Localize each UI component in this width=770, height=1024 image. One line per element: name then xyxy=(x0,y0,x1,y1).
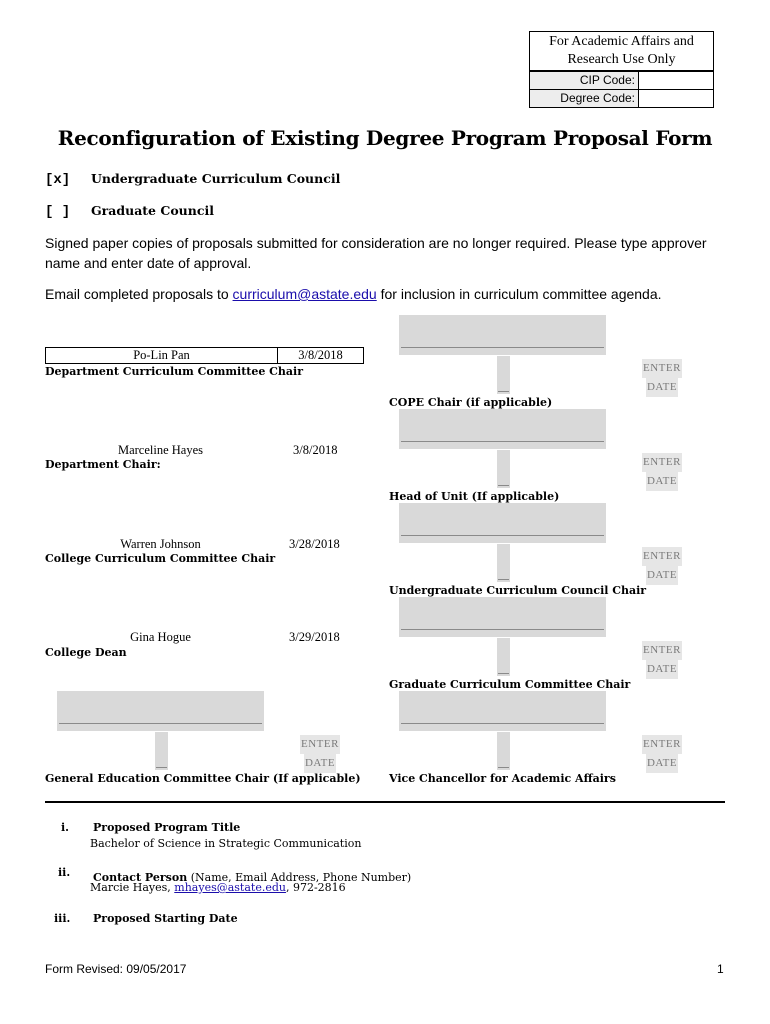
instructions-text: Signed paper copies of proposals submitted for consideration are no longer required. Please type approver name and enter date of approval. xyxy=(45,235,707,271)
enter-date-line1: ENTER xyxy=(642,453,682,472)
approval-date[interactable]: 3/29/2018 xyxy=(289,630,340,644)
signature-field[interactable] xyxy=(399,409,606,449)
cip-code-row xyxy=(530,71,713,89)
role-college-dean: College Dean xyxy=(45,646,127,659)
role-cope-chair: COPE Chair (if applicable) xyxy=(389,396,553,409)
approver-name[interactable]: Marceline Hayes xyxy=(117,443,204,457)
enter-date-line1: ENTER xyxy=(300,735,340,754)
role-head-of-unit: Head of Unit (If applicable) xyxy=(389,490,560,503)
signature-field[interactable] xyxy=(399,503,606,543)
signature-date-field[interactable] xyxy=(497,450,510,488)
contact-title: Contact Person xyxy=(93,871,188,884)
cip-code-label: CIP Code: xyxy=(530,72,639,89)
enter-date-placeholder[interactable] xyxy=(300,735,340,773)
enter-date-line2: DATE xyxy=(646,566,678,585)
cip-code-field[interactable] xyxy=(639,72,713,89)
enter-date-placeholder[interactable] xyxy=(642,359,682,397)
checkbox-unchecked[interactable]: [ ] xyxy=(45,204,71,220)
signature-field[interactable] xyxy=(399,597,606,637)
role-dept-curriculum-chair: Department Curriculum Committee Chair xyxy=(45,365,304,378)
section-number: i. xyxy=(61,821,70,834)
enter-date-line2: DATE xyxy=(646,660,678,679)
degree-code-row xyxy=(530,89,713,107)
email-suffix: for inclusion in curriculum committee agenda. xyxy=(376,286,662,302)
approval-date[interactable]: 3/8/2018 xyxy=(298,348,343,362)
section-title-starting-date: Proposed Starting Date xyxy=(93,912,238,925)
form-revised-date: Form Revised: 09/05/2017 xyxy=(45,962,187,976)
signature-field[interactable] xyxy=(399,691,606,731)
signature-date-field[interactable] xyxy=(497,638,510,676)
section-number: iii. xyxy=(54,912,71,925)
role-dept-chair: Department Chair: xyxy=(45,458,161,471)
signature-field[interactable] xyxy=(57,691,264,731)
contact-note: (Name, Email Address, Phone Number) xyxy=(187,871,412,884)
enter-date-line1: ENTER xyxy=(642,359,682,378)
contact-name: Marcie Hayes, xyxy=(90,881,175,894)
program-title-value: Bachelor of Science in Strategic Communication xyxy=(90,837,362,850)
signature-date-field[interactable] xyxy=(497,544,510,582)
enter-date-placeholder[interactable] xyxy=(642,453,682,491)
signature-date-field[interactable] xyxy=(497,356,510,394)
enter-date-line1: ENTER xyxy=(642,641,682,660)
signature-table-1 xyxy=(45,347,364,364)
signature-date-field[interactable] xyxy=(155,732,168,770)
section-number: ii. xyxy=(58,866,71,879)
contact-email-link[interactable]: mhayes@astate.edu xyxy=(174,881,286,894)
approver-name[interactable]: Po-Lin Pan xyxy=(46,348,278,363)
role-gen-ed-chair: General Education Committee Chair (If applicable) xyxy=(45,772,361,785)
approval-date[interactable]: 3/28/2018 xyxy=(289,537,340,551)
approver-name[interactable]: Gina Hogue xyxy=(130,630,191,644)
email-instructions xyxy=(45,284,725,304)
council-undergrad[interactable] xyxy=(45,171,70,188)
enter-date-placeholder[interactable] xyxy=(642,547,682,585)
contact-value xyxy=(90,881,346,894)
role-ucc-chair: Undergraduate Curriculum Council Chair xyxy=(389,584,647,597)
role-college-curriculum-chair: College Curriculum Committee Chair xyxy=(45,552,276,565)
section-divider xyxy=(45,801,725,803)
enter-date-placeholder[interactable] xyxy=(642,735,682,773)
degree-code-label: Degree Code: xyxy=(530,90,639,107)
office-use-box xyxy=(529,31,714,108)
enter-date-line2: DATE xyxy=(646,754,678,773)
signature-field[interactable] xyxy=(399,315,606,355)
signature-date-field[interactable] xyxy=(497,732,510,770)
section-title-program: Proposed Program Title xyxy=(93,821,241,834)
council-graduate[interactable] xyxy=(45,203,70,220)
page-number: 1 xyxy=(717,962,724,976)
approver-name[interactable]: Warren Johnson xyxy=(120,537,201,551)
page-title: Reconfiguration of Existing Degree Program Proposal Form xyxy=(57,126,713,150)
enter-date-placeholder[interactable] xyxy=(642,641,682,679)
enter-date-line2: DATE xyxy=(646,378,678,397)
role-vice-chancellor: Vice Chancellor for Academic Affairs xyxy=(389,772,616,785)
office-use-heading: For Academic Affairs and Research Use Only xyxy=(530,32,713,71)
enter-date-line2: DATE xyxy=(304,754,336,773)
contact-phone: , 972-2816 xyxy=(285,881,346,894)
curriculum-email-link[interactable]: curriculum@astate.edu xyxy=(232,286,377,302)
enter-date-line1: ENTER xyxy=(642,735,682,754)
approval-date[interactable]: 3/8/2018 xyxy=(293,443,338,457)
enter-date-line2: DATE xyxy=(646,472,678,491)
checkbox-checked[interactable]: [x] xyxy=(45,172,71,188)
council-graduate-label: Graduate Council xyxy=(91,203,214,218)
degree-code-field[interactable] xyxy=(639,90,713,107)
enter-date-line1: ENTER xyxy=(642,547,682,566)
email-prefix: Email completed proposals to xyxy=(45,286,233,302)
council-undergrad-label: Undergraduate Curriculum Council xyxy=(91,171,341,186)
role-grad-curriculum-chair: Graduate Curriculum Committee Chair xyxy=(389,678,631,691)
